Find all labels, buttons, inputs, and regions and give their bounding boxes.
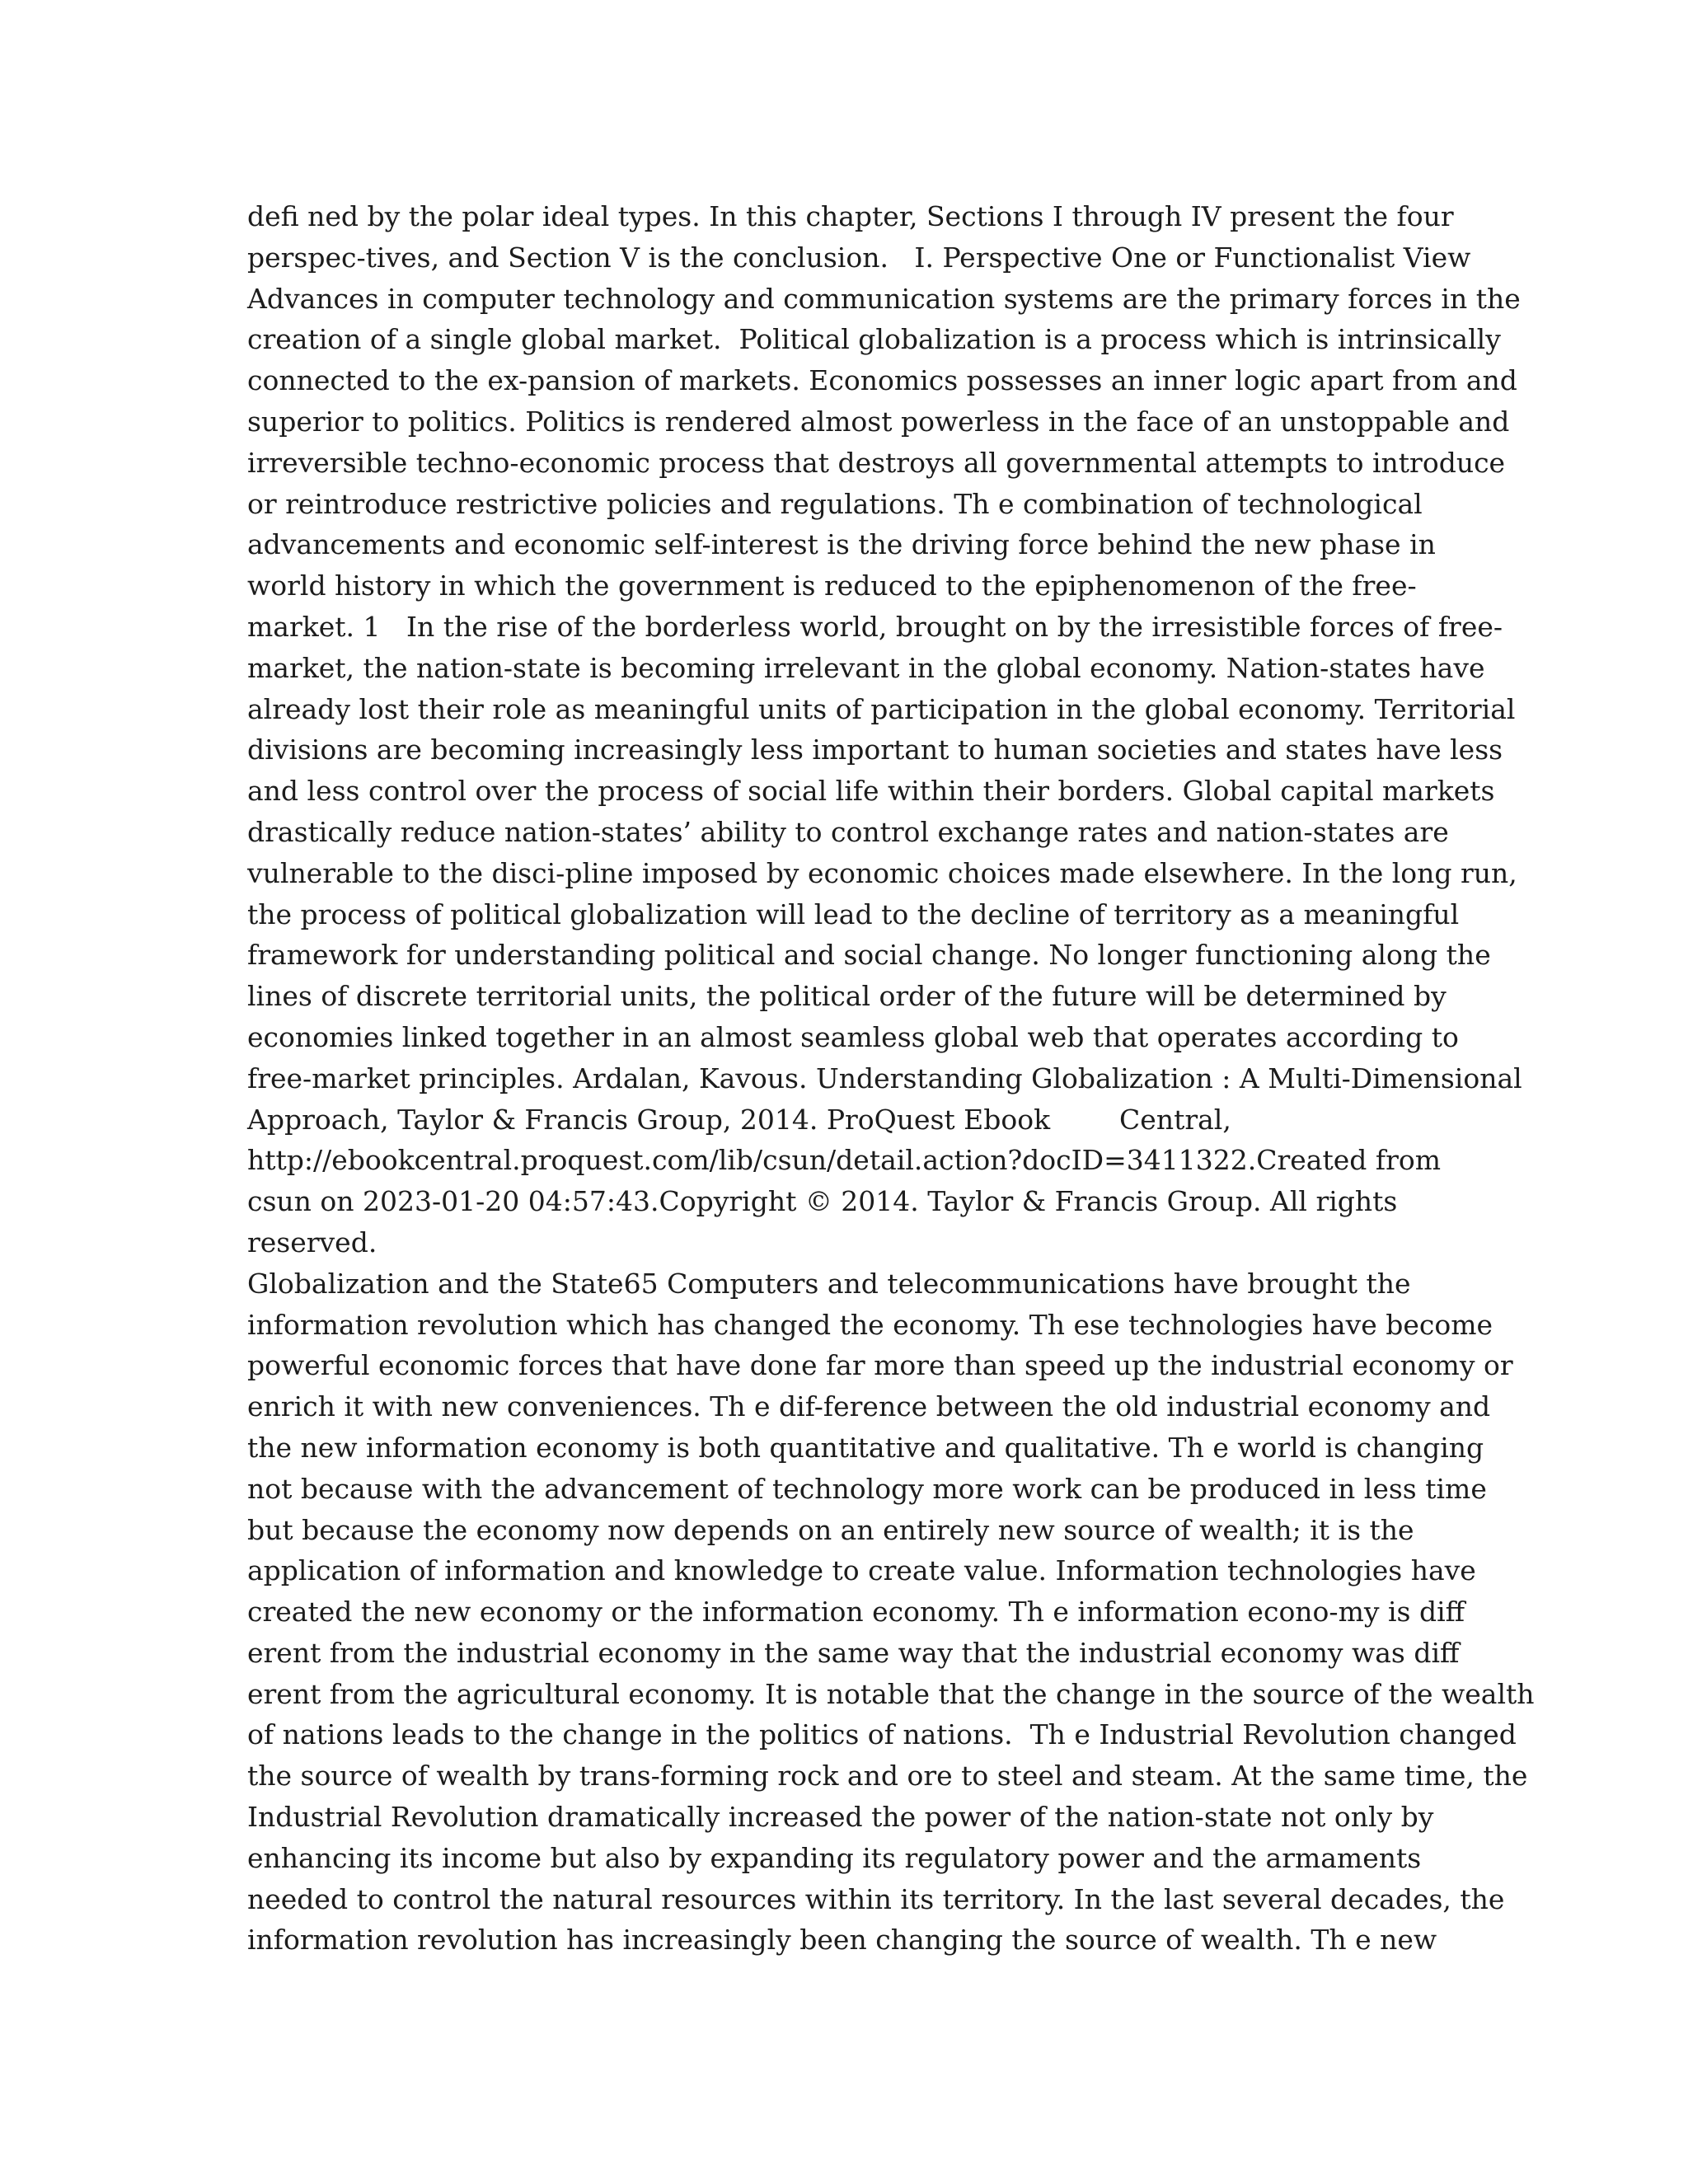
- text-line: divisions are becoming increasingly less important to human societies and states have less: [247, 733, 1503, 766]
- text-line: lines of discrete territorial units, the political order of the future will be determined by: [247, 980, 1447, 1013]
- text-line: needed to control the natural resources within its territory. In the last several decades, the: [247, 1882, 1505, 1915]
- text-line: reserved.: [247, 1226, 377, 1258]
- text-line: of nations leads to the change in the politics of nations. Th e Industrial Revolution changed: [247, 1718, 1517, 1751]
- text-line: erent from the agricultural economy. It is notable that the change in the source of the wealth: [247, 1677, 1535, 1710]
- text-line: the process of political globalization will lead to the decline of territory as a meaningful: [247, 898, 1460, 930]
- text-line: Approach, Taylor & Francis Group, 2014. ProQuest Ebook Central,: [247, 1103, 1231, 1136]
- text-line: application of information and knowledge to create value. Information technologies have: [247, 1554, 1476, 1587]
- text-line: information revolution which has changed the economy. Th ese technologies have become: [247, 1308, 1493, 1341]
- text-line: and less control over the process of social life within their borders. Global capital markets: [247, 775, 1495, 808]
- text-line: enrich it with new conveniences. Th e dif-ference between the old industrial economy and: [247, 1390, 1491, 1423]
- text-line: csun on 2023-01-20 04:57:43.Copyright © 2014. Taylor & Francis Group. All rights: [247, 1185, 1398, 1218]
- text-line: not because with the advancement of technology more work can be produced in less time: [247, 1472, 1487, 1505]
- text-line: irreversible techno-economic process that destroys all governmental attempts to introduce: [247, 446, 1506, 479]
- text-line: Advances in computer technology and communication systems are the primary forces in the: [247, 282, 1521, 315]
- text-line: enhancing its income but also by expanding its regulatory power and the armaments: [247, 1841, 1422, 1874]
- text-line: drastically reduce nation-states’ ability to control exchange rates and nation-states are: [247, 815, 1449, 848]
- text-line: already lost their role as meaningful units of participation in the global economy. Territorial: [247, 692, 1516, 725]
- text-line: created the new economy or the information economy. Th e information econo-my is diff: [247, 1596, 1465, 1629]
- text-line: the new information economy is both quantitative and qualitative. Th e world is changing: [247, 1431, 1484, 1464]
- text-line: erent from the industrial economy in the same way that the industrial economy was diff: [247, 1636, 1460, 1669]
- text-line: Globalization and the State65 Computers and telecommunications have brought the: [247, 1267, 1411, 1300]
- text-line: perspec-tives, and Section V is the conclusion. I. Perspective One or Functionalist View: [247, 241, 1471, 274]
- text-line: or reintroduce restrictive policies and regulations. Th e combination of technological: [247, 487, 1423, 520]
- text-line: market, the nation-state is becoming irrelevant in the global economy. Nation-states have: [247, 651, 1485, 684]
- text-line: framework for understanding political and social change. No longer functioning along the: [247, 939, 1491, 972]
- text-line: free-market principles. Ardalan, Kavous. Understanding Globalization : A Multi-Dimensional: [247, 1062, 1522, 1094]
- text-line: advancements and economic self-interest is the driving force behind the new phase in: [247, 528, 1436, 561]
- text-line: vulnerable to the disci-pline imposed by economic choices made elsewhere. In the long run,: [247, 856, 1517, 889]
- text-line: information revolution has increasingly been changing the source of wealth. Th e new: [247, 1924, 1437, 1957]
- text-line: world history in which the government is reduced to the epiphenomenon of the free-: [247, 569, 1417, 602]
- text-line: the source of wealth by trans-forming rock and ore to steel and steam. At the same time, the: [247, 1760, 1528, 1793]
- body-text: [247, 196, 1535, 1961]
- text-line: economies linked together in an almost seamless global web that operates according to: [247, 1020, 1459, 1053]
- text-line: superior to politics. Politics is rendered almost powerless in the face of an unstoppable and: [247, 405, 1510, 438]
- text-line: http://ebookcentral.proquest.com/lib/csun/detail.action?docID=3411322.Created from: [247, 1144, 1442, 1177]
- text-line: creation of a single global market. Political globalization is a process which is intrinsically: [247, 323, 1501, 356]
- text-line: connected to the ex-pansion of markets. Economics possesses an inner logic apart from and: [247, 364, 1517, 397]
- text-line: powerful economic forces that have done far more than speed up the industrial economy or: [247, 1349, 1513, 1382]
- text-line: defi ned by the polar ideal types. In this chapter, Sections I through IV present the four: [247, 200, 1454, 232]
- text-line: Industrial Revolution dramatically increased the power of the nation-state not only by: [247, 1801, 1434, 1834]
- text-line: but because the economy now depends on an entirely new source of wealth; it is the: [247, 1513, 1414, 1546]
- text-line: market. 1 In the rise of the borderless world, brought on by the irresistible forces of free-: [247, 610, 1503, 643]
